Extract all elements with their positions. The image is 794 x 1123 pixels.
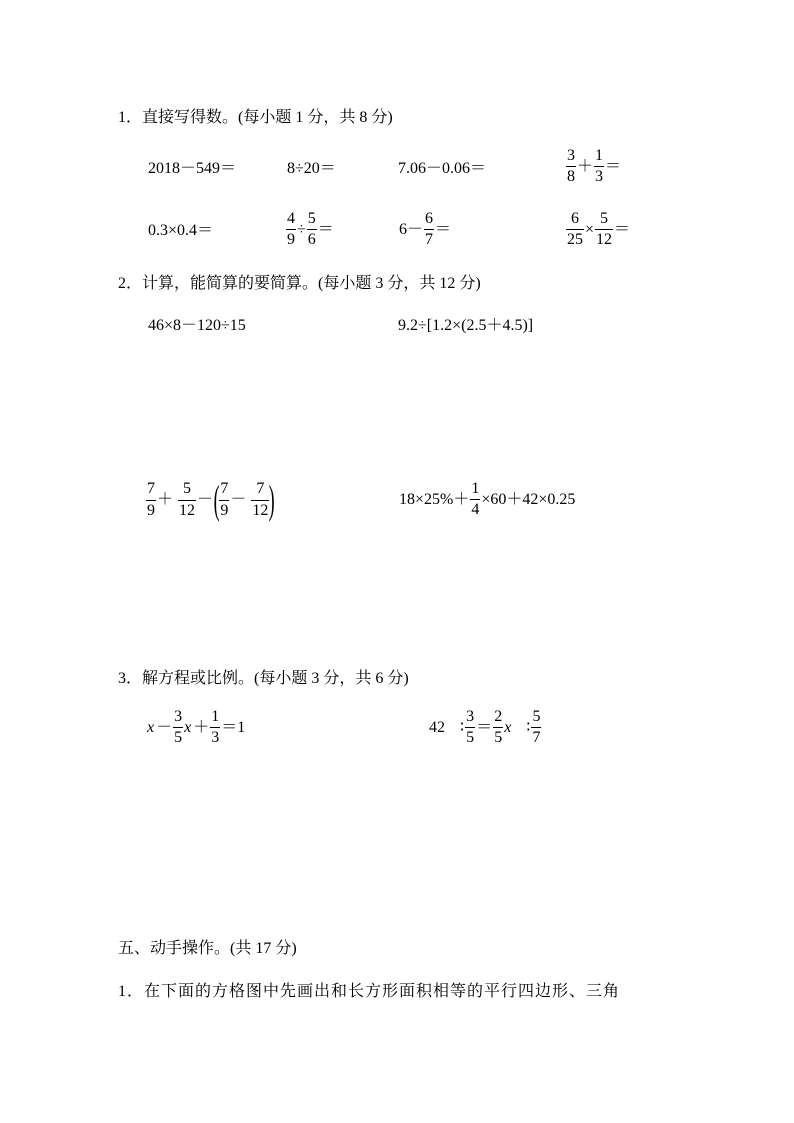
section2-header: 2．计算，能简算的要简算。(每小题 3 分，共 12 分) bbox=[118, 275, 481, 292]
problem-2-2: 9.2÷[1.2×(2.5＋4.5)] bbox=[398, 317, 534, 334]
problem-2-3: $\frac{7}{9}$ ＋ $\frac{5}{12}$ －( $\frac{7}{9}$ － $\frac{7}{12}$ ) bbox=[147, 477, 276, 522]
problem-2-1: 46×8－120÷15 bbox=[148, 317, 246, 334]
problem-1-8: $\frac{6}{25}$ × $\frac{5}{12}$ ＝ bbox=[567, 210, 631, 249]
problem-1-6: $\frac{4}{9}$ ÷ $\frac{5}{6}$ ＝ bbox=[287, 210, 334, 249]
problem-1-4: $\frac{3}{8}$ ＋ $\frac{1}{3}$ ＝ bbox=[567, 147, 622, 186]
section5-question-1: 1．在下面的方格图中先画出和长方形面积相等的平行四边形、三角 bbox=[118, 983, 621, 1000]
problem-1-5: 0.3×0.4＝ bbox=[148, 222, 214, 239]
problem-3-2: 42 ∶ $\frac{3}{5}$ ＝ $\frac{2}{5}$ x ∶ $\frac{5}{7}$ bbox=[429, 708, 541, 747]
section5-header: 五、动手操作。(共 17 分) bbox=[118, 940, 297, 957]
problem-1-7: 6－ $\frac{6}{7}$ ＝ bbox=[399, 210, 452, 249]
section1-header: 1．直接写得数。(每小题 1 分，共 8 分) bbox=[118, 109, 393, 126]
section3-header: 3．解方程或比例。(每小题 3 分，共 6 分) bbox=[118, 670, 409, 687]
problem-1-1: 2018－549＝ bbox=[148, 160, 237, 177]
problem-1-3: 7.06－0.06＝ bbox=[398, 160, 487, 177]
problem-1-2: 8÷20＝ bbox=[287, 160, 336, 177]
problem-3-1: x － $\frac{3}{5}$ x ＋ $\frac{1}{3}$ ＝1 bbox=[147, 708, 246, 747]
problem-2-4: 18×25%＋ $\frac{1}{4}$ ×60＋42×0.25 bbox=[399, 480, 576, 519]
